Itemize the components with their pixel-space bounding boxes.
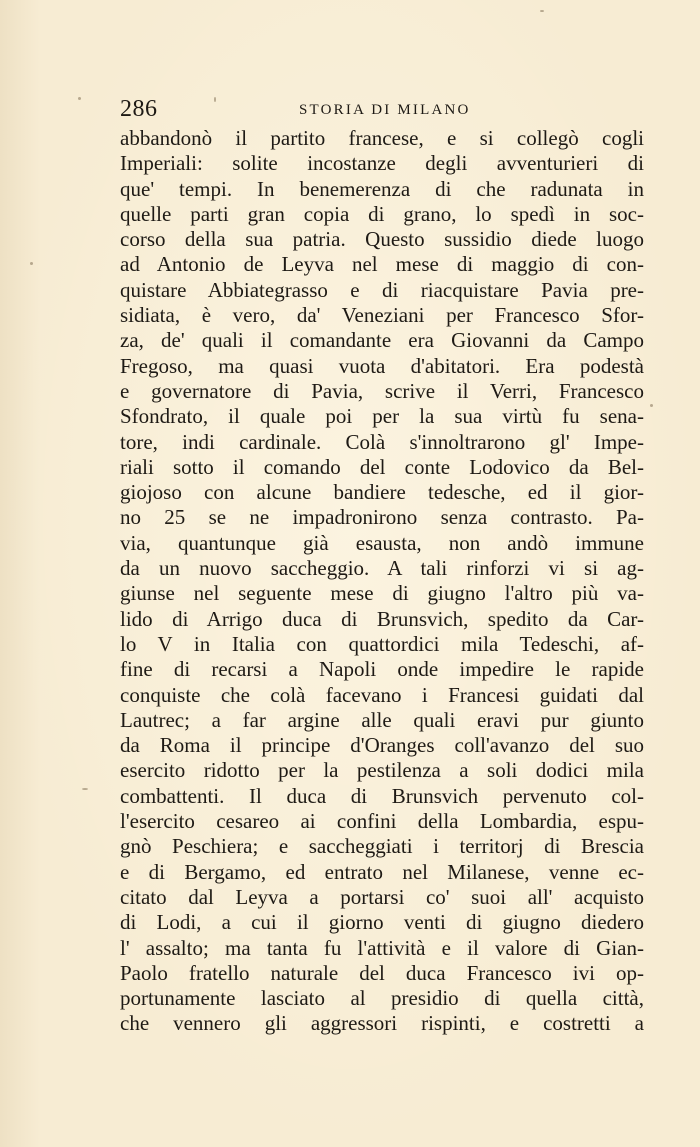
- text-line: l'esercito cesareo ai confini della Lombardia, espu-: [120, 809, 644, 834]
- paper-speck: [650, 404, 653, 407]
- text-line: da Roma il principe d'Oranges coll'avanzo del suo: [120, 733, 644, 758]
- text-line: combattenti. Il duca di Brunsvich pervenuto col-: [120, 783, 644, 808]
- paper-speck: [30, 262, 33, 265]
- text-line: conquiste che colà facevano i Francesi guidati dal: [120, 682, 644, 707]
- text-line: l' assalto; ma tanta fu l'attività e il valore di Gian-: [120, 935, 644, 960]
- body-text: [120, 126, 644, 1037]
- text-line: que' tempi. In benemerenza di che radunata in: [120, 176, 644, 201]
- text-line: tore, indi cardinale. Colà s'innoltrarono gl' Impe-: [120, 429, 644, 454]
- text-line: Fregoso, ma quasi vuota d'abitatori. Era podestà: [120, 353, 644, 378]
- text-line: fine di recarsi a Napoli onde impedire le rapide: [120, 657, 644, 682]
- text-line: ad Antonio de Leyva nel mese di maggio di con-: [120, 252, 644, 277]
- text-line: Imperiali: solite incostanze degli avventurieri di: [120, 151, 644, 176]
- page-number: 286: [120, 96, 158, 122]
- text-line: di Lodi, a cui il giorno venti di giugno diedero: [120, 910, 644, 935]
- text-line: za, de' quali il comandante era Giovanni da Campo: [120, 328, 644, 353]
- text-line: e di Bergamo, ed entrato nel Milanese, venne ec-: [120, 859, 644, 884]
- text-line: Lautrec; a far argine alle quali eravi pur giunto: [120, 707, 644, 732]
- text-line: Sfondrato, il quale poi per la sua virtù fu sena-: [120, 404, 644, 429]
- paper-speck: [214, 97, 216, 102]
- text-line: Paolo fratello naturale del duca Francesco ivi op-: [120, 960, 644, 985]
- text-line: quistare Abbiategrasso e di riacquistare Pavia pre-: [120, 277, 644, 302]
- text-line: da un nuovo saccheggio. A tali rinforzi vi si ag-: [120, 556, 644, 581]
- text-line: gnò Peschiera; e saccheggiati i territorj di Brescia: [120, 834, 644, 859]
- text-line: corso della sua patria. Questo sussidio diede luogo: [120, 227, 644, 252]
- text-line: riali sotto il comando del conte Lodovico da Bel-: [120, 454, 644, 479]
- text-line: esercito ridotto per la pestilenza a soli dodici mila: [120, 758, 644, 783]
- paper-speck: [540, 10, 544, 12]
- text-line: lido di Arrigo duca di Brunsvich, spedito da Car-: [120, 606, 644, 631]
- text-line: e governatore di Pavia, scrive il Verri, Francesco: [120, 378, 644, 403]
- paper-speck: [78, 97, 81, 100]
- running-head: [120, 94, 644, 124]
- text-line: via, quantunque già esausta, non andò immune: [120, 530, 644, 555]
- text-line: citato dal Leyva a portarsi co' suoi all' acquisto: [120, 884, 644, 909]
- text-line: sidiata, è vero, da' Veneziani per Francesco Sfor-: [120, 303, 644, 328]
- text-line: giunse nel seguente mese di giugno l'altro più va-: [120, 581, 644, 606]
- text-line: lo V in Italia con quattordici mila Tedeschi, af-: [120, 631, 644, 656]
- text-line: no 25 se ne impadronirono senza contrasto. Pa-: [120, 505, 644, 530]
- text-line: quelle parti gran copia di grano, lo spedì in soc-: [120, 201, 644, 226]
- running-title: STORIA DI MILANO: [299, 102, 471, 118]
- text-line: portunamente lasciato al presidio di quella città,: [120, 986, 644, 1011]
- paper-speck: [82, 788, 88, 790]
- text-line: giojoso con alcune bandiere tedesche, ed il gior-: [120, 480, 644, 505]
- text-line: che vennero gli aggressori rispinti, e costretti a: [120, 1011, 644, 1036]
- text-line: abbandonò il partito francese, e si collegò cogli: [120, 126, 644, 150]
